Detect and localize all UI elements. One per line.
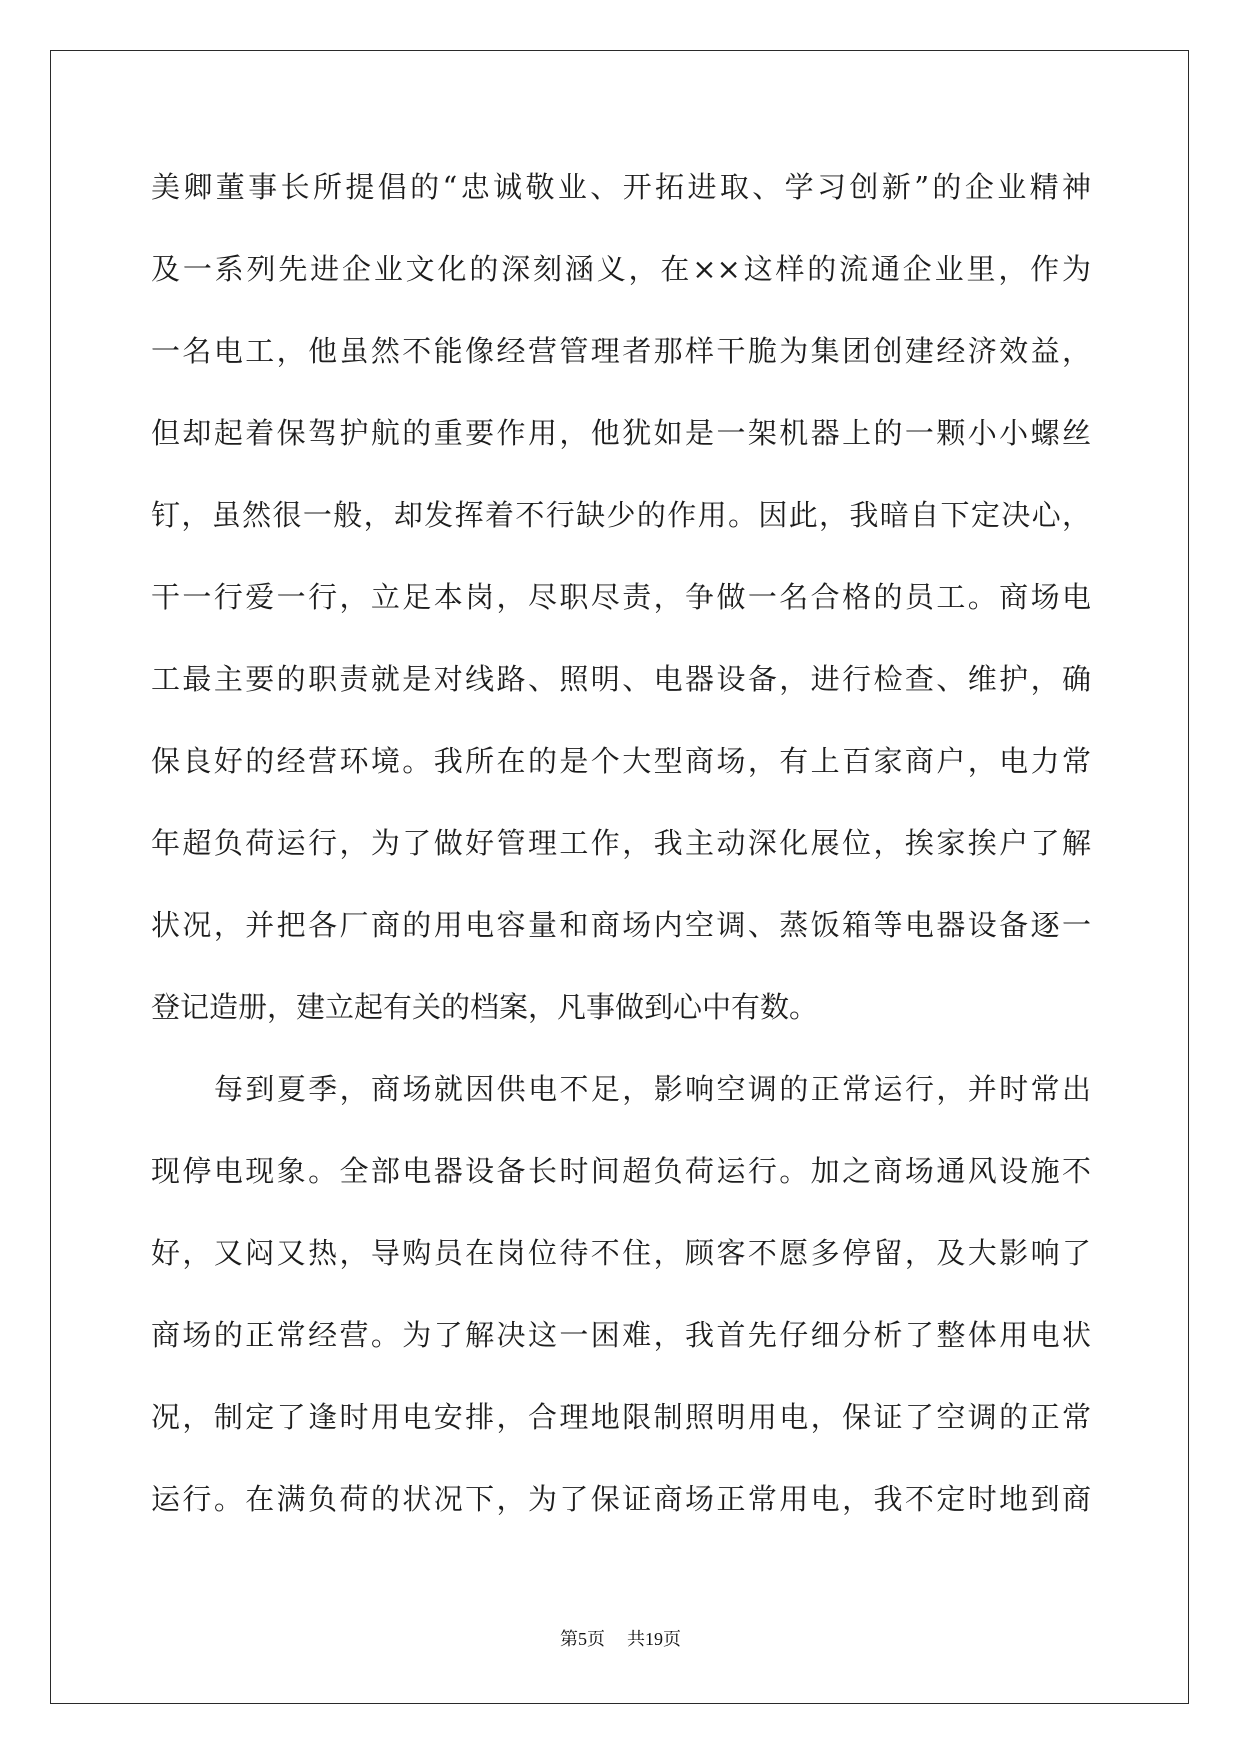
text-line: 保良好的经营环境。我所在的是个大型商场，有上百家商户，电力常	[151, 744, 1091, 778]
text-line: 年超负荷运行，为了做好管理工作，我主动深化展位，挨家挨户了解	[151, 826, 1091, 860]
text-line: 现停电现象。全部电器设备长时间超负荷运行。加之商场通风设施不	[151, 1154, 1091, 1188]
text-line: 及一系列先进企业文化的深刻涵义，在××这样的流通企业里，作为	[151, 252, 1091, 286]
text-line: 况，制定了逢时用电安排，合理地限制照明用电，保证了空调的正常	[151, 1400, 1091, 1434]
text-line: 商场的正常经营。为了解决这一困难，我首先仔细分析了整体用电状	[151, 1318, 1091, 1352]
text-line: 美卿董事长所提倡的“忠诚敬业、开拓进取、学习创新”的企业精神	[151, 170, 1091, 204]
text-line: 钉，虽然很一般，却发挥着不行缺少的作用。因此，我暗自下定决心，	[151, 498, 1091, 532]
paragraph	[151, 146, 1091, 1048]
page-number: 第5页	[560, 1629, 605, 1649]
text-line: 状况，并把各厂商的用电容量和商场内空调、蒸饭箱等电器设备逐一	[151, 908, 1091, 942]
text-line: 一名电工，他虽然不能像经营管理者那样干脆为集团创建经济效益，	[151, 334, 1091, 368]
text-line: 登记造册，建立起有关的档案，凡事做到心中有数。	[151, 990, 819, 1024]
page-total: 共19页	[627, 1629, 681, 1649]
text-line: 干一行爱一行，立足本岗，尽职尽责，争做一名合格的员工。商场电	[151, 580, 1091, 614]
page-footer	[0, 1627, 1241, 1651]
text-line: 运行。在满负荷的状况下，为了保证商场正常用电，我不定时地到商	[151, 1482, 1091, 1516]
text-line: 每到夏季，商场就因供电不足，影响空调的正常运行，并时常出	[214, 1072, 1091, 1106]
text-line: 工最主要的职责就是对线路、照明、电器设备，进行检查、维护，确	[151, 662, 1091, 696]
text-line: 但却起着保驾护航的重要作用，他犹如是一架机器上的一颗小小螺丝	[151, 416, 1091, 450]
text-line: 好，又闷又热，导购员在岗位待不住，顾客不愿多停留，及大影响了	[151, 1236, 1091, 1270]
body-text	[151, 146, 1091, 1540]
paragraph	[151, 1048, 1091, 1540]
